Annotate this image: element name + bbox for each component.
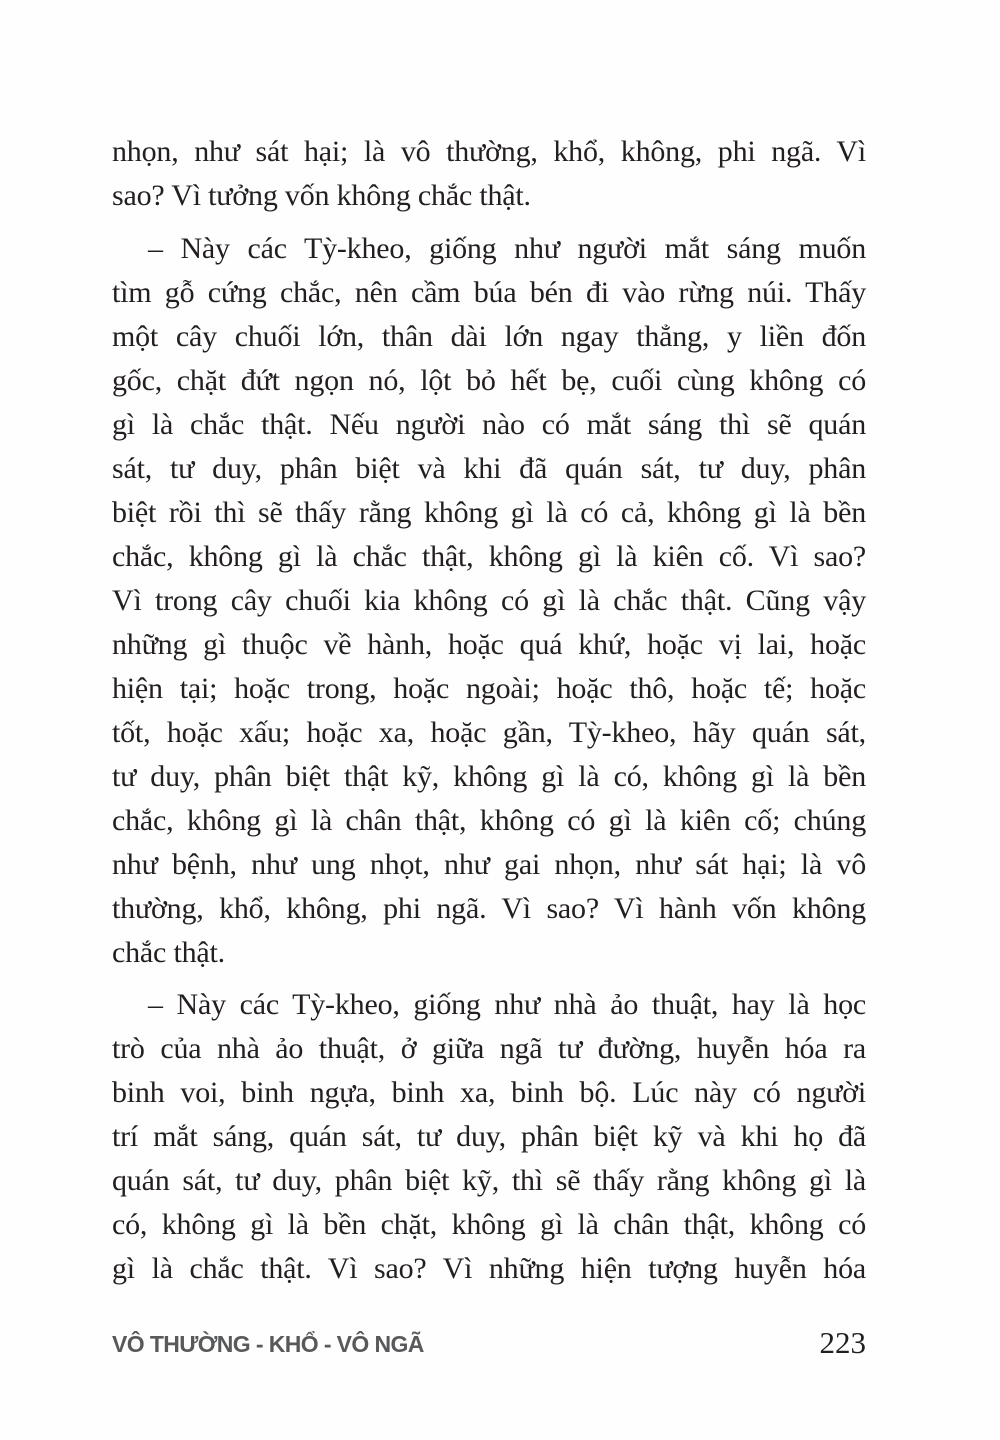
text-line: sao? Vì tưởng vốn không chắc thật.	[112, 179, 531, 212]
text-line: tìm gỗ cứng chắc, nên cầm búa bén đi vào rừng núi. Thấy	[112, 276, 866, 309]
text-line: sát, tư duy, phân biệt và khi đã quán sát, tư duy, phân	[112, 452, 866, 485]
text-line: quán sát, tư duy, phân biệt kỹ, thì sẽ thấy rằng không gì là	[112, 1164, 866, 1197]
text-line: trí mắt sáng, quán sát, tư duy, phân biệt kỹ và khi họ đã	[112, 1120, 866, 1153]
text-line: nhọn, như sát hại; là vô thường, khổ, không, phi ngã. Vì	[112, 135, 866, 168]
text-line: như bệnh, như ung nhọt, như gai nhọn, như sát hại; là vô	[112, 848, 866, 881]
text-line: thường, khổ, không, phi ngã. Vì sao? Vì hành vốn không	[112, 892, 866, 925]
text-line: chắc, không gì là chân thật, không có gì là kiên cố; chúng	[112, 804, 866, 837]
text-line: hiện tại; hoặc trong, hoặc ngoài; hoặc thô, hoặc tế; hoặc	[112, 672, 866, 705]
running-footer-title: VÔ THƯỜNG - KHỔ - VÔ NGÃ	[112, 1331, 424, 1357]
text-line: chắc thật.	[112, 936, 225, 969]
text-line: những gì thuộc về hành, hoặc quá khứ, hoặc vị lai, hoặc	[112, 628, 866, 661]
text-line: gì là chắc thật. Nếu người nào có mắt sáng thì sẽ quán	[112, 408, 866, 441]
text-line: tốt, hoặc xấu; hoặc xa, hoặc gần, Tỳ-kheo, hãy quán sát,	[112, 716, 866, 749]
page-number: 223	[819, 1325, 866, 1360]
text-line: binh voi, binh ngựa, binh xa, binh bộ. Lúc này có người	[112, 1076, 866, 1109]
text-line: chắc, không gì là chắc thật, không gì là kiên cố. Vì sao?	[112, 540, 866, 573]
text-line: trò của nhà ảo thuật, ở giữa ngã tư đường, huyễn hóa ra	[112, 1032, 866, 1065]
text-line: – Này các Tỳ-kheo, giống như nhà ảo thuật, hay là học	[148, 988, 866, 1021]
text-line: biệt rồi thì sẽ thấy rằng không gì là có cả, không gì là bền	[112, 496, 866, 529]
text-line: có, không gì là bền chặt, không gì là chân thật, không có	[112, 1208, 866, 1241]
text-line: một cây chuối lớn, thân dài lớn ngay thẳng, y liền đốn	[112, 320, 866, 353]
text-line: gốc, chặt đứt ngọn nó, lột bỏ hết bẹ, cuối cùng không có	[112, 364, 866, 397]
text-line: Vì trong cây chuối kia không có gì là chắc thật. Cũng vậy	[112, 584, 866, 617]
text-line: gì là chắc thật. Vì sao? Vì những hiện tượng huyễn hóa	[112, 1252, 866, 1285]
text-line: tư duy, phân biệt thật kỹ, không gì là có, không gì là bền	[112, 760, 866, 793]
text-line: – Này các Tỳ-kheo, giống như người mắt sáng muốn	[148, 232, 866, 265]
